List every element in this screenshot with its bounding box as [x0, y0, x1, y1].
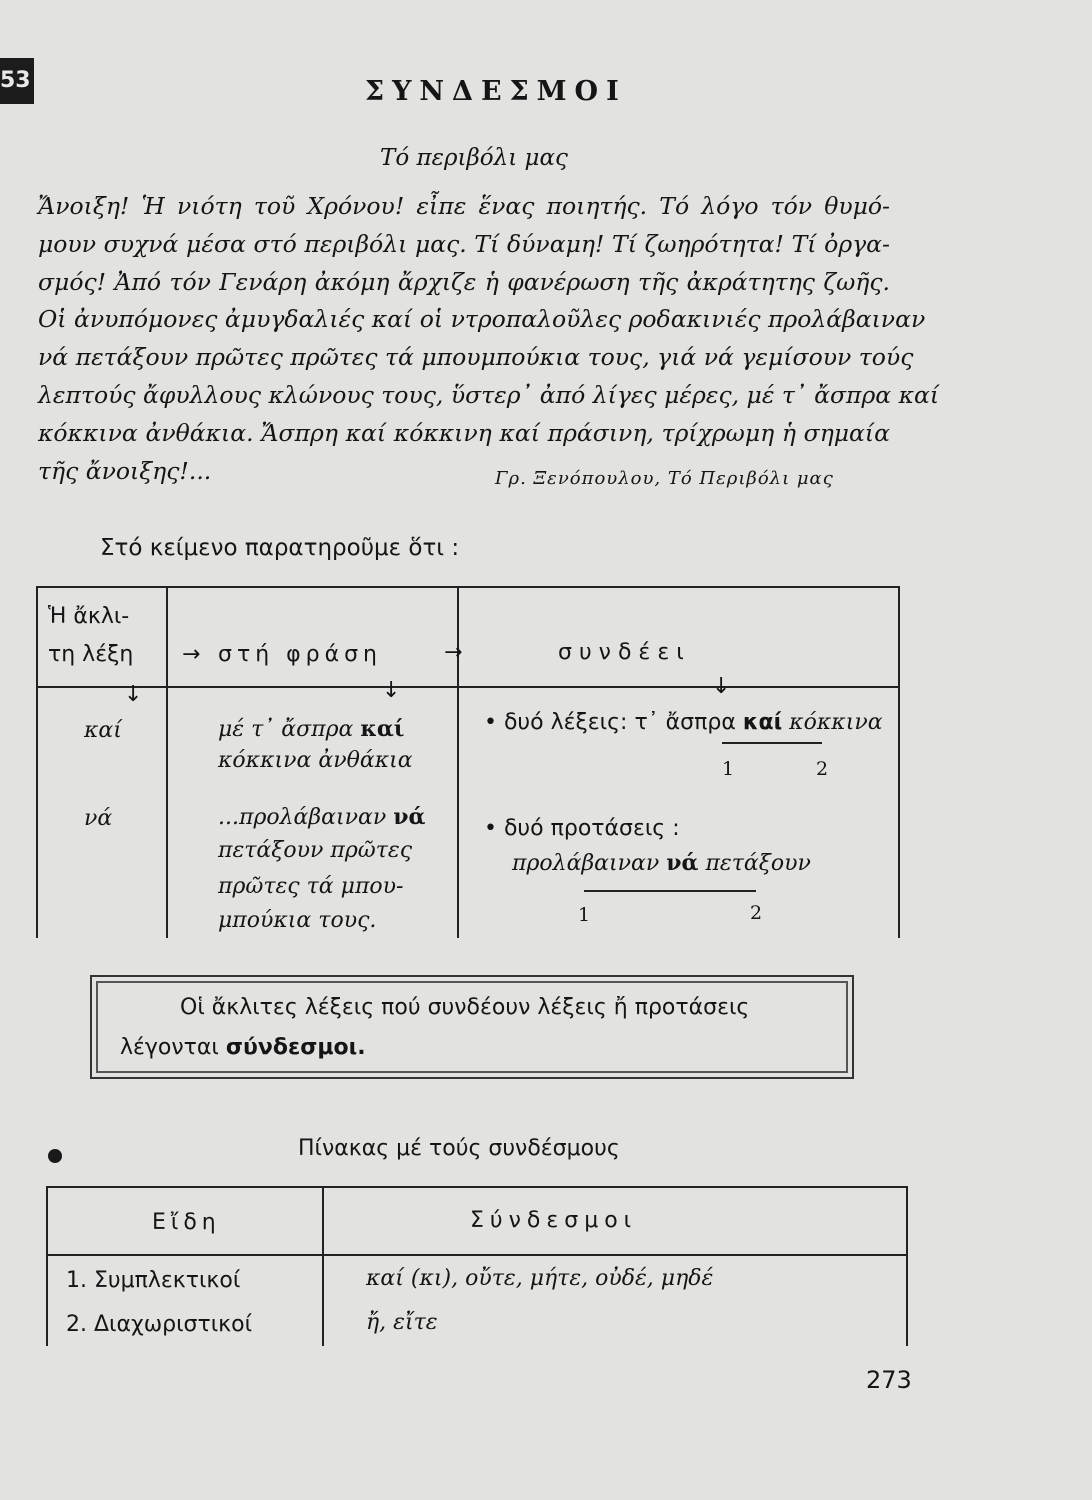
- arrow-down-icon: ↓: [712, 674, 731, 699]
- row2-example: προλάβαιναν νά πετάξουν: [512, 850, 811, 876]
- brace-number: 2: [750, 902, 763, 924]
- table-border: [906, 1186, 908, 1346]
- page-tab: 53: [0, 58, 34, 104]
- passage-line: μουν συχνά μέσα στό περιβόλι μας. Τί δύναμη! Τί ζωηρότητα! Τί ὀργα-: [38, 229, 890, 258]
- table-border: [46, 1186, 48, 1346]
- arrow-down-icon: ↓: [382, 678, 401, 703]
- header-phrase: στή φράση: [218, 642, 382, 667]
- passage-line: λεπτούς ἄφυλλους κλώνους τους, ὕστερ᾿ ἀπό λίγες μέρες, μέ τ᾿ ἄσπρα καί: [38, 380, 940, 409]
- table-row-kind: 2. Διαχωριστικοί: [66, 1312, 253, 1337]
- passage-line: τῆς ἄνοιξης!...: [38, 456, 212, 485]
- brace-number: 1: [578, 904, 591, 926]
- table-border: [166, 586, 168, 938]
- row2-phrase-cont: πετάξουν πρῶτες: [218, 838, 413, 863]
- passage-line: σμός! Ἀπό τόν Γενάρη ἀκόμη ἄρχιζε ἡ φανέρωση τῆς ἀκράτητης ζωῆς.: [38, 267, 890, 296]
- arrow-right-icon: →: [444, 640, 463, 665]
- intro-text: Στό κείμενο παρατηροῦμε ὅτι :: [100, 535, 460, 561]
- page-title: ΣΥΝΔΕΣΜΟΙ: [365, 76, 627, 107]
- brace: [722, 742, 822, 744]
- passage: [38, 188, 940, 490]
- header-kinds: Εἴδη: [152, 1210, 221, 1235]
- header-word-line1: Ἡ ἄκλι-: [48, 604, 130, 629]
- table-row-items: καί (κι), οὔτε, μήτε, οὐδέ, μηδέ: [366, 1266, 714, 1291]
- rule-line: λέγονται σύνδεσμοι.: [120, 1035, 366, 1060]
- table-border: [36, 586, 38, 938]
- table-title: Πίνακας μέ τούς συνδέσμους: [298, 1136, 620, 1161]
- arrow-right-icon: →: [182, 642, 201, 667]
- row1-phrase: μέ τ᾿ ἄσπρα καί: [218, 716, 405, 742]
- row2-phrase-cont: πρῶτες τά μπου-: [218, 874, 404, 899]
- table-border: [457, 586, 459, 938]
- header-word-line2: τη λέξη: [48, 642, 134, 667]
- row2-phrase: ...προλάβαιναν νά: [218, 804, 426, 830]
- passage-line: κόκκινα ἀνθάκια. Ἄσπρη καί κόκκινη καί πράσινη, τρίχρωμη ἡ σημαία: [38, 418, 890, 447]
- row1-description: • δυό λέξεις: τ᾿ ἄσπρα καί κόκκινα: [484, 710, 883, 735]
- brace-number: 1: [722, 758, 735, 780]
- row1-word: καί: [84, 718, 122, 743]
- table-row-kind: 1. Συμπλεκτικοί: [66, 1268, 241, 1293]
- table-border: [46, 1186, 908, 1188]
- rule-line: Οἱ ἄκλιτες λέξεις πού συνδέουν λέξεις ἤ προτάσεις: [180, 995, 750, 1020]
- bullet-icon: [48, 1149, 62, 1163]
- row2-word: νά: [84, 806, 113, 831]
- brace: [584, 890, 756, 892]
- passage-line: Οἱ ἀνυπόμονες ἀμυγδαλιές καί οἱ ντροπαλοῦλες ροδακινιές προλάβαιναν: [38, 305, 926, 334]
- analysis-table: [36, 586, 900, 938]
- page-number: 273: [866, 1366, 912, 1394]
- table-border: [322, 1186, 324, 1346]
- row1-phrase-cont: κόκκινα ἀνθάκια: [218, 748, 413, 773]
- table-border: [46, 1254, 908, 1256]
- passage-title: Τό περιβόλι μας: [380, 145, 568, 171]
- rule-box: [90, 975, 854, 1079]
- table-row-items: ἤ, εἴτε: [366, 1310, 438, 1335]
- passage-line: νά πετάξουν πρῶτες πρῶτες τά μπουμπούκια τους, γιά νά γεμίσουν τούς: [38, 343, 914, 372]
- row2-phrase-cont: μπούκια τους.: [218, 908, 377, 933]
- header-conjunctions: Σύνδεσμοι: [470, 1208, 638, 1233]
- conjunction-table: [46, 1186, 908, 1346]
- header-connects: συνδέει: [558, 640, 691, 665]
- passage-source: Γρ. Ξενόπουλου, Τό Περιβόλι μας: [495, 468, 834, 489]
- table-border: [898, 586, 900, 938]
- brace-number: 2: [816, 758, 829, 780]
- row2-description: • δυό προτάσεις :: [484, 816, 680, 841]
- passage-line: Ἄνοιξη! Ἡ νιότη τοῦ Χρόνου! εἶπε ἕνας ποιητής. Τό λόγο τόν θυμό-: [38, 192, 890, 220]
- arrow-down-icon: ↓: [124, 682, 143, 707]
